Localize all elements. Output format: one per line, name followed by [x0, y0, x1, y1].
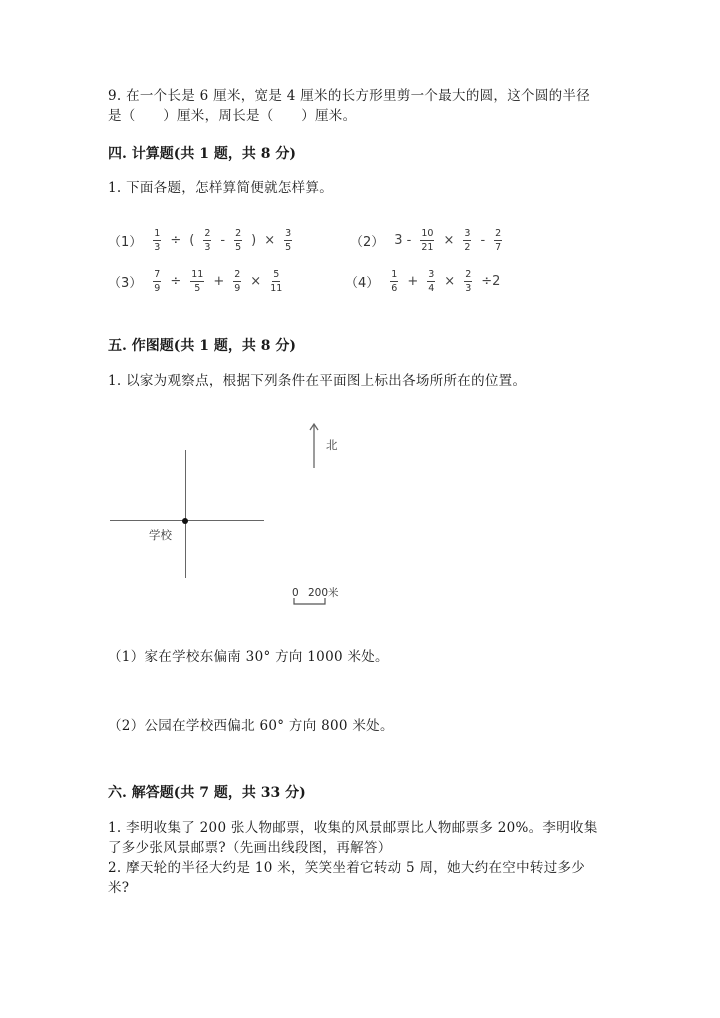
fraction: $\frac{1}{3}$ [154, 228, 161, 253]
operator: ÷ [170, 274, 182, 289]
fraction: $\frac{2}{9}$ [234, 269, 241, 294]
school-point [182, 518, 188, 524]
section-4-heading: 四. 计算题(共 1 题，共 8 分) [108, 146, 296, 162]
operator: ÷2 [481, 274, 501, 289]
north-south-axis [185, 450, 186, 578]
calc-expression-2 [350, 228, 507, 253]
section-4-q1-text: 1. 下面各题，怎样算简便就怎样算。 [108, 180, 334, 196]
expression-label: （3） [108, 276, 143, 291]
fraction: $\frac{3}{5}$ [285, 228, 292, 253]
operator: × [444, 274, 456, 289]
section-6-q2-line-1: 2. 摩天轮的半径大约是 10 米，笑笑坐着它转动 5 周，她大约在空中转过多少 [108, 860, 586, 876]
scale-bar-icon [293, 597, 327, 606]
fraction: $\frac{11}{5}$ [191, 269, 204, 294]
calc-expression-3 [108, 269, 287, 294]
calc-expression-4 [345, 269, 504, 294]
scale-distance-label: 200米 [308, 587, 339, 599]
section-6-heading: 六. 解答题(共 7 题，共 33 分) [108, 785, 306, 801]
operator: ÷ [170, 233, 182, 248]
operator: ) [251, 233, 257, 248]
school-label: 学校 [149, 528, 172, 542]
fraction: $\frac{1}{6}$ [391, 269, 398, 294]
north-arrow-icon [308, 422, 320, 470]
operator: × [264, 233, 276, 248]
q9-line-2: 是（ ）厘米，周长是（ ）厘米。 [108, 108, 357, 124]
section-6-q1-line-1: 1. 李明收集了 200 张人物邮票，收集的风景邮票比人物邮票多 20%。李明收集 [108, 820, 598, 836]
expression-label: （1） [108, 235, 143, 250]
operator: + [407, 274, 419, 289]
q9-line-1: 9. 在一个长是 6 厘米，宽是 4 厘米的长方形里剪一个最大的圆，这个圆的半径 [108, 88, 591, 104]
operator: × [250, 274, 262, 289]
north-label: 北 [326, 438, 338, 452]
scale-zero-label: 0 [292, 587, 299, 599]
fraction: $\frac{3}{2}$ [464, 228, 471, 253]
operator: - [220, 233, 226, 248]
calc-expression-1 [108, 228, 297, 253]
map-diagram [100, 410, 380, 610]
section-6-q2-line-2: 米? [108, 880, 130, 896]
condition-2: （2）公园在学校西偏北 60° 方向 800 米处。 [108, 718, 394, 734]
operator: × [443, 233, 455, 248]
fraction: $\frac{5}{11}$ [270, 269, 283, 294]
fraction: $\frac{2}{3}$ [465, 269, 472, 294]
operator: - [480, 233, 486, 248]
operator: 3 - [394, 233, 412, 248]
section-5-q1-text: 1. 以家为观察点，根据下列条件在平面图上标出各场所所在的位置。 [108, 373, 527, 389]
fraction: $\frac{2}{5}$ [235, 228, 242, 253]
expression-label: （4） [345, 276, 380, 291]
operator: ( [189, 233, 195, 248]
condition-1: （1）家在学校东偏南 30° 方向 1000 米处。 [108, 649, 389, 665]
section-5-heading: 五. 作图题(共 1 题，共 8 分) [108, 338, 296, 354]
fraction: $\frac{2}{7}$ [495, 228, 502, 253]
operator: + [213, 274, 225, 289]
expression-label: （2） [350, 235, 385, 250]
fraction: $\frac{7}{9}$ [154, 269, 161, 294]
fraction: $\frac{2}{3}$ [204, 228, 211, 253]
fraction: $\frac{3}{4}$ [428, 269, 435, 294]
fraction: $\frac{10}{21}$ [421, 228, 434, 253]
section-6-q1-line-2: 了多少张风景邮票?（先画出线段图，再解答） [108, 840, 392, 856]
